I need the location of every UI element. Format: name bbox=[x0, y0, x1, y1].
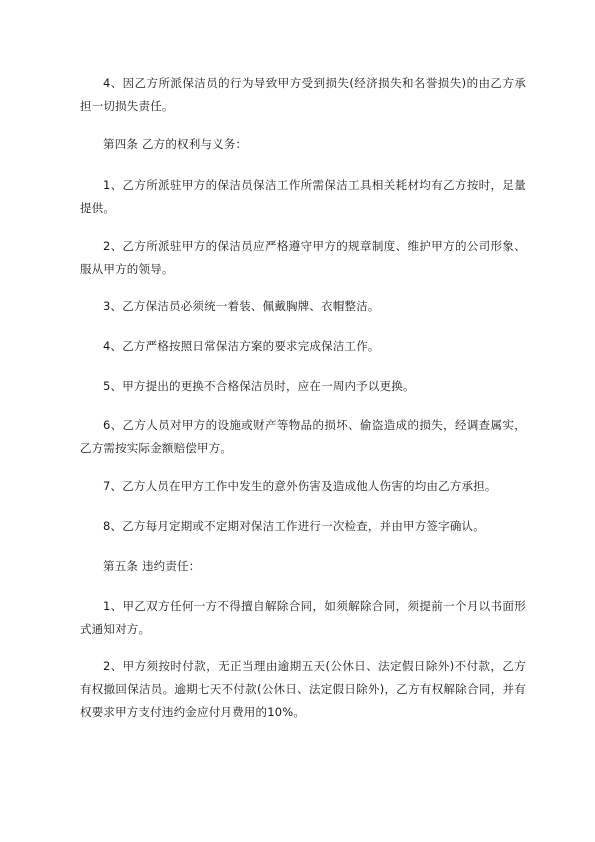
clause-4-item-7: 7、乙方人员在甲方工作中发生的意外伤害及造成他人伤害的均由乙方承担。 bbox=[103, 479, 497, 493]
clause-4-item-5: 5、甲方提出的更换不合格保洁员时，应在一周内予以更换。 bbox=[103, 379, 415, 393]
article-4-heading: 第四条 乙方的权利与义务： bbox=[103, 137, 248, 151]
clause-4-item-1: 1、乙方所派驻甲方的保洁员保洁工作所需保洁工具相关耗材均有乙方按时，足量提供。 bbox=[80, 178, 526, 215]
clause-5-item-1: 1、甲乙双方任何一方不得擅自解除合同，如须解除合同，须提前一个月以书面形式通知对方。 bbox=[80, 599, 526, 636]
article-5-heading: 第五条 违约责任： bbox=[103, 559, 201, 573]
clause-5-item-2: 2、甲方须按时付款，无正当理由逾期五天(公休日、法定假日除外)不付款，乙方有权撤回保洁员。逾期七天不付款(公休日、法定假日除外)，乙方有权解除合同，并有权要求甲方支付违约金应付月费用的10%。 bbox=[80, 659, 526, 719]
clause-4-item-2: 2、乙方所派驻甲方的保洁员应严格遵守甲方的规章制度、维护甲方的公司形象、服从甲方的领导。 bbox=[80, 239, 526, 276]
clause-4-item-6: 6、乙方人员对甲方的设施或财产等物品的损坏、偷盗造成的损失，经调查属实，乙方需按实际金额赔偿甲方。 bbox=[80, 418, 526, 455]
clause-4-item-8: 8、乙方每月定期或不定期对保洁工作进行一次检查，并由甲方签字确认。 bbox=[103, 519, 485, 533]
clause-4-item-4: 4、乙方严格按照日常保洁方案的要求完成保洁工作。 bbox=[103, 339, 380, 353]
clause-3-item-4: 4、因乙方所派保洁员的行为导致甲方受到损失(经济损失和名誉损失)的由乙方承担一切损失责任。 bbox=[80, 76, 526, 113]
clause-4-item-3: 3、乙方保洁员必须统一着装、佩戴胸牌、衣帽整洁。 bbox=[103, 299, 380, 313]
